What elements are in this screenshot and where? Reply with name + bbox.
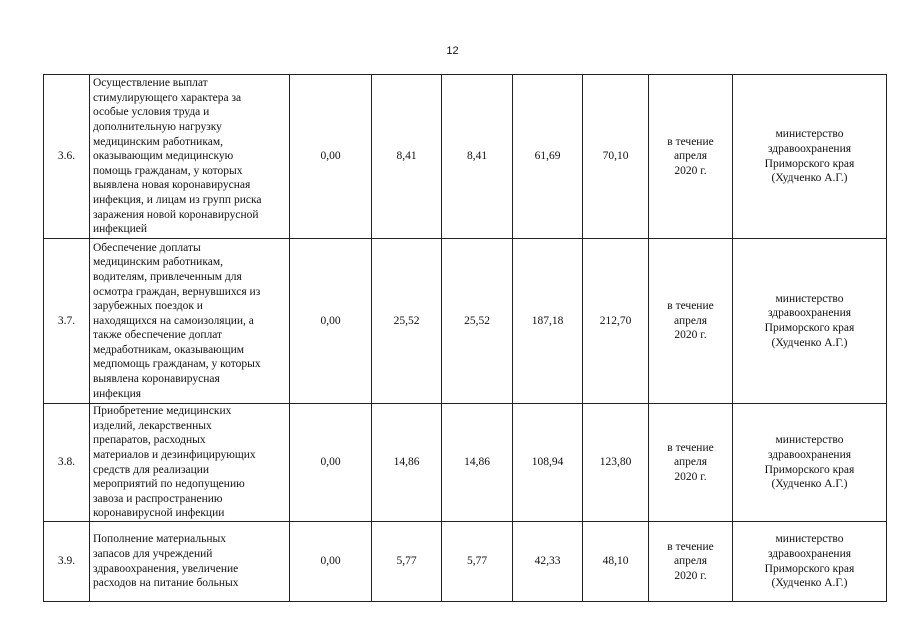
amount-cell: 0,00: [290, 75, 372, 239]
responsible-line: министерство: [775, 533, 844, 546]
description-line: коронавирусной инфекции: [93, 507, 225, 520]
description-line: заражения новой коронавирусной: [93, 208, 259, 221]
description-line: изделий, лекарственных: [93, 419, 212, 432]
measure-description: [90, 75, 290, 239]
amount-cell: 8,41: [442, 75, 513, 239]
amount-cell: 42,33: [513, 522, 583, 602]
period-line: в течение: [667, 135, 714, 148]
description-line: материалов и дезинфицирующих: [93, 448, 256, 461]
page-number: 12: [446, 45, 459, 57]
responsible-cell: [733, 239, 887, 404]
description-line: медицинским работникам,: [93, 256, 224, 269]
amount-cell: 5,77: [442, 522, 513, 602]
measures-table: [43, 74, 887, 602]
description-line: средств для реализации: [93, 463, 210, 476]
responsible-cell: [733, 404, 887, 522]
table-row: [44, 75, 887, 239]
period-line: апреля: [674, 314, 707, 327]
amount-cell: 108,94: [513, 404, 583, 522]
period-cell: [649, 75, 733, 239]
row-number: 3.9.: [44, 522, 90, 602]
description-line: медпомощь гражданам, у которых: [93, 358, 261, 371]
period-line: апреля: [674, 150, 707, 163]
amount-cell: 14,86: [372, 404, 442, 522]
period-line: апреля: [674, 456, 707, 469]
description-line: расходов на питание больных: [93, 577, 239, 590]
description-line: помощь гражданам, у которых: [93, 164, 243, 177]
description-line: также обеспечение доплат: [93, 329, 223, 342]
row-number: 3.8.: [44, 404, 90, 522]
amount-cell: 0,00: [290, 404, 372, 522]
amount-cell: 70,10: [583, 75, 649, 239]
responsible-line: (Худченко А.Г.): [771, 478, 848, 491]
period-cell: [649, 522, 733, 602]
responsible-line: (Худченко А.Г.): [771, 336, 848, 349]
description-line: стимулирующего характера за: [93, 91, 242, 104]
description-line: инфекцией: [93, 223, 148, 236]
description-line: здравоохранения, увеличение: [93, 562, 239, 575]
description-line: Обеспечение доплаты: [93, 241, 201, 254]
description-line: оказывающим медицинскую: [93, 150, 234, 163]
amount-cell: 123,80: [583, 404, 649, 522]
responsible-line: министерство: [775, 434, 844, 447]
table-body: [44, 75, 887, 602]
responsible-line: Приморского края: [764, 322, 855, 334]
table-row: [44, 404, 887, 522]
measure-description: [90, 522, 290, 602]
responsible-line: (Худченко А.Г.): [771, 172, 848, 185]
description-line: водителям, привлеченным для: [93, 270, 242, 283]
period-line: в течение: [667, 540, 714, 553]
description-line: находящихся на самоизоляции, а: [93, 314, 254, 327]
description-line: дополнительную нагрузку: [93, 121, 222, 134]
period-line: в течение: [667, 441, 714, 454]
amount-cell: 14,86: [442, 404, 513, 522]
amount-cell: 212,70: [583, 239, 649, 404]
description-line: инфекция: [93, 387, 142, 400]
period-line: 2020 г.: [674, 569, 707, 582]
amount-cell: 8,41: [372, 75, 442, 239]
responsible-line: министерство: [775, 292, 844, 305]
table-row: [44, 239, 887, 404]
description-line: медицинским работникам,: [93, 135, 224, 148]
amount-cell: 5,77: [372, 522, 442, 602]
description-line: зарубежных поездок и: [93, 300, 203, 313]
responsible-line: здравоохранения: [767, 448, 852, 461]
responsible-cell: [733, 522, 887, 602]
responsible-line: здравоохранения: [767, 142, 852, 155]
amount-cell: 25,52: [442, 239, 513, 404]
measure-description: [90, 239, 290, 404]
period-line: 2020 г.: [674, 329, 707, 342]
table-row: [44, 522, 887, 602]
responsible-line: здравоохранения: [767, 547, 852, 560]
description-line: медработникам, оказывающим: [93, 343, 245, 356]
responsible-line: министерство: [775, 128, 844, 141]
period-line: 2020 г.: [674, 164, 707, 177]
description-line: осмотра граждан, вернувшихся из: [93, 285, 261, 298]
responsible-cell: [733, 75, 887, 239]
description-line: препаратов, расходных: [93, 434, 206, 447]
description-line: мероприятий по недопущению: [93, 478, 245, 491]
responsible-line: (Худченко А.Г.): [771, 577, 848, 590]
responsible-line: Приморского края: [764, 562, 855, 575]
amount-cell: 48,10: [583, 522, 649, 602]
amount-cell: 61,69: [513, 75, 583, 239]
period-line: в течение: [667, 300, 714, 313]
description-line: Пополнение материальных: [93, 533, 226, 546]
description-line: выявлена коронавирусная: [93, 373, 220, 386]
responsible-line: здравоохранения: [767, 307, 852, 320]
amount-cell: 0,00: [290, 522, 372, 602]
description-line: Приобретение медицинских: [93, 405, 232, 418]
period-line: апреля: [674, 555, 707, 568]
row-number: 3.6.: [44, 75, 90, 239]
period-line: 2020 г.: [674, 470, 707, 483]
description-line: Осуществление выплат: [93, 77, 208, 90]
period-cell: [649, 404, 733, 522]
measure-description: [90, 404, 290, 522]
amount-cell: 0,00: [290, 239, 372, 404]
description-line: выявлена новая коронавирусная: [93, 179, 251, 192]
period-cell: [649, 239, 733, 404]
description-line: инфекция, и лицам из групп риска: [93, 193, 262, 206]
description-line: запасов для учреждений: [93, 547, 213, 560]
responsible-line: Приморского края: [764, 463, 855, 476]
amount-cell: 187,18: [513, 239, 583, 404]
row-number: 3.7.: [44, 239, 90, 404]
description-line: особые условия труда и: [93, 106, 210, 119]
responsible-line: Приморского края: [764, 157, 855, 170]
amount-cell: 25,52: [372, 239, 442, 404]
description-line: завоза и распространению: [93, 492, 223, 505]
